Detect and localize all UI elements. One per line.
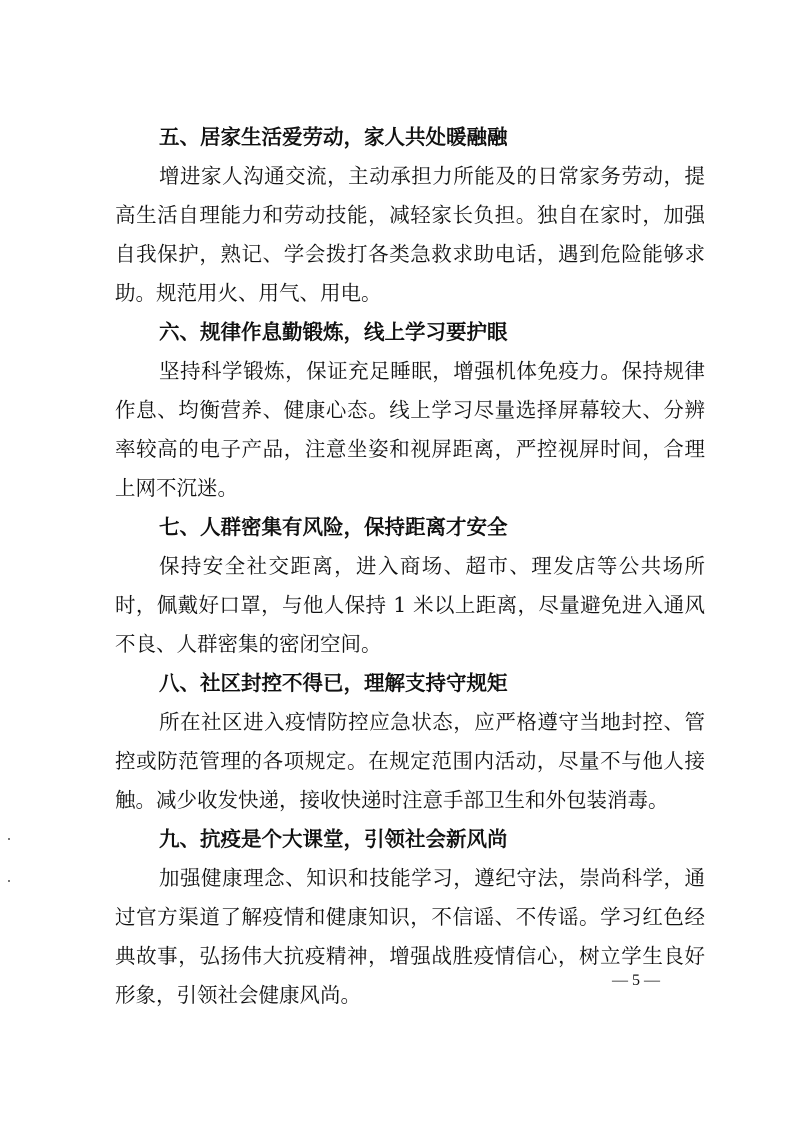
section-heading-5: 五、居家生活爱劳动，家人共处暖融融 (159, 125, 508, 149)
section-body-7: 保持安全社交距离，进入商场、超市、理发店等公共场所时，佩戴好口罩，与他人保持 1 米以上距离，尽量避免进入通风不良、人群密集的密闭空间。 (115, 554, 705, 656)
section-body-5: 增进家人沟通交流，主动承担力所能及的日常家务劳动，提高生活自理能力和劳动技能，减轻家长负担。独自在家时，加强自我保护，熟记、学会拨打各类急救求助电话，遇到危险能够求助。规范用火、用气、用电。 (115, 164, 705, 305)
document-body (115, 118, 705, 1015)
margin-mark (8, 838, 10, 840)
section-heading-7: 七、人群密集有风险，保持距离才安全 (159, 515, 508, 539)
page-number: — 5 — (612, 972, 660, 989)
section-body-9: 加强健康理念、知识和技能学习，遵纪守法，崇尚科学，通过官方渠道了解疫情和健康知识，不信谣、不传谣。学习红色经典故事，弘扬伟大抗疫精神，增强战胜疫情信心，树立学生良好形象，引领社会健康风尚。 (115, 866, 705, 1007)
section-heading-6: 六、规律作息勤锻炼，线上学习要护眼 (159, 320, 508, 344)
section-body-6: 坚持科学锻炼，保证充足睡眠，增强机体免疫力。保持规律作息、均衡营养、健康心态。线上学习尽量选择屏幕较大、分辨率较高的电子产品，注意坐姿和视屏距离，严控视屏时间，合理上网不沉迷。 (115, 359, 705, 500)
section-heading-8: 八、社区封控不得已，理解支持守规矩 (159, 671, 508, 695)
margin-mark (8, 880, 10, 882)
section-heading-9: 九、抗疫是个大课堂，引领社会新风尚 (159, 827, 508, 851)
section-body-8: 所在社区进入疫情防控应急状态，应严格遵守当地封控、管控或防范管理的各项规定。在规定范围内活动，尽量不与他人接触。减少收发快递，接收快递时注意手部卫生和外包装消毒。 (115, 710, 705, 812)
